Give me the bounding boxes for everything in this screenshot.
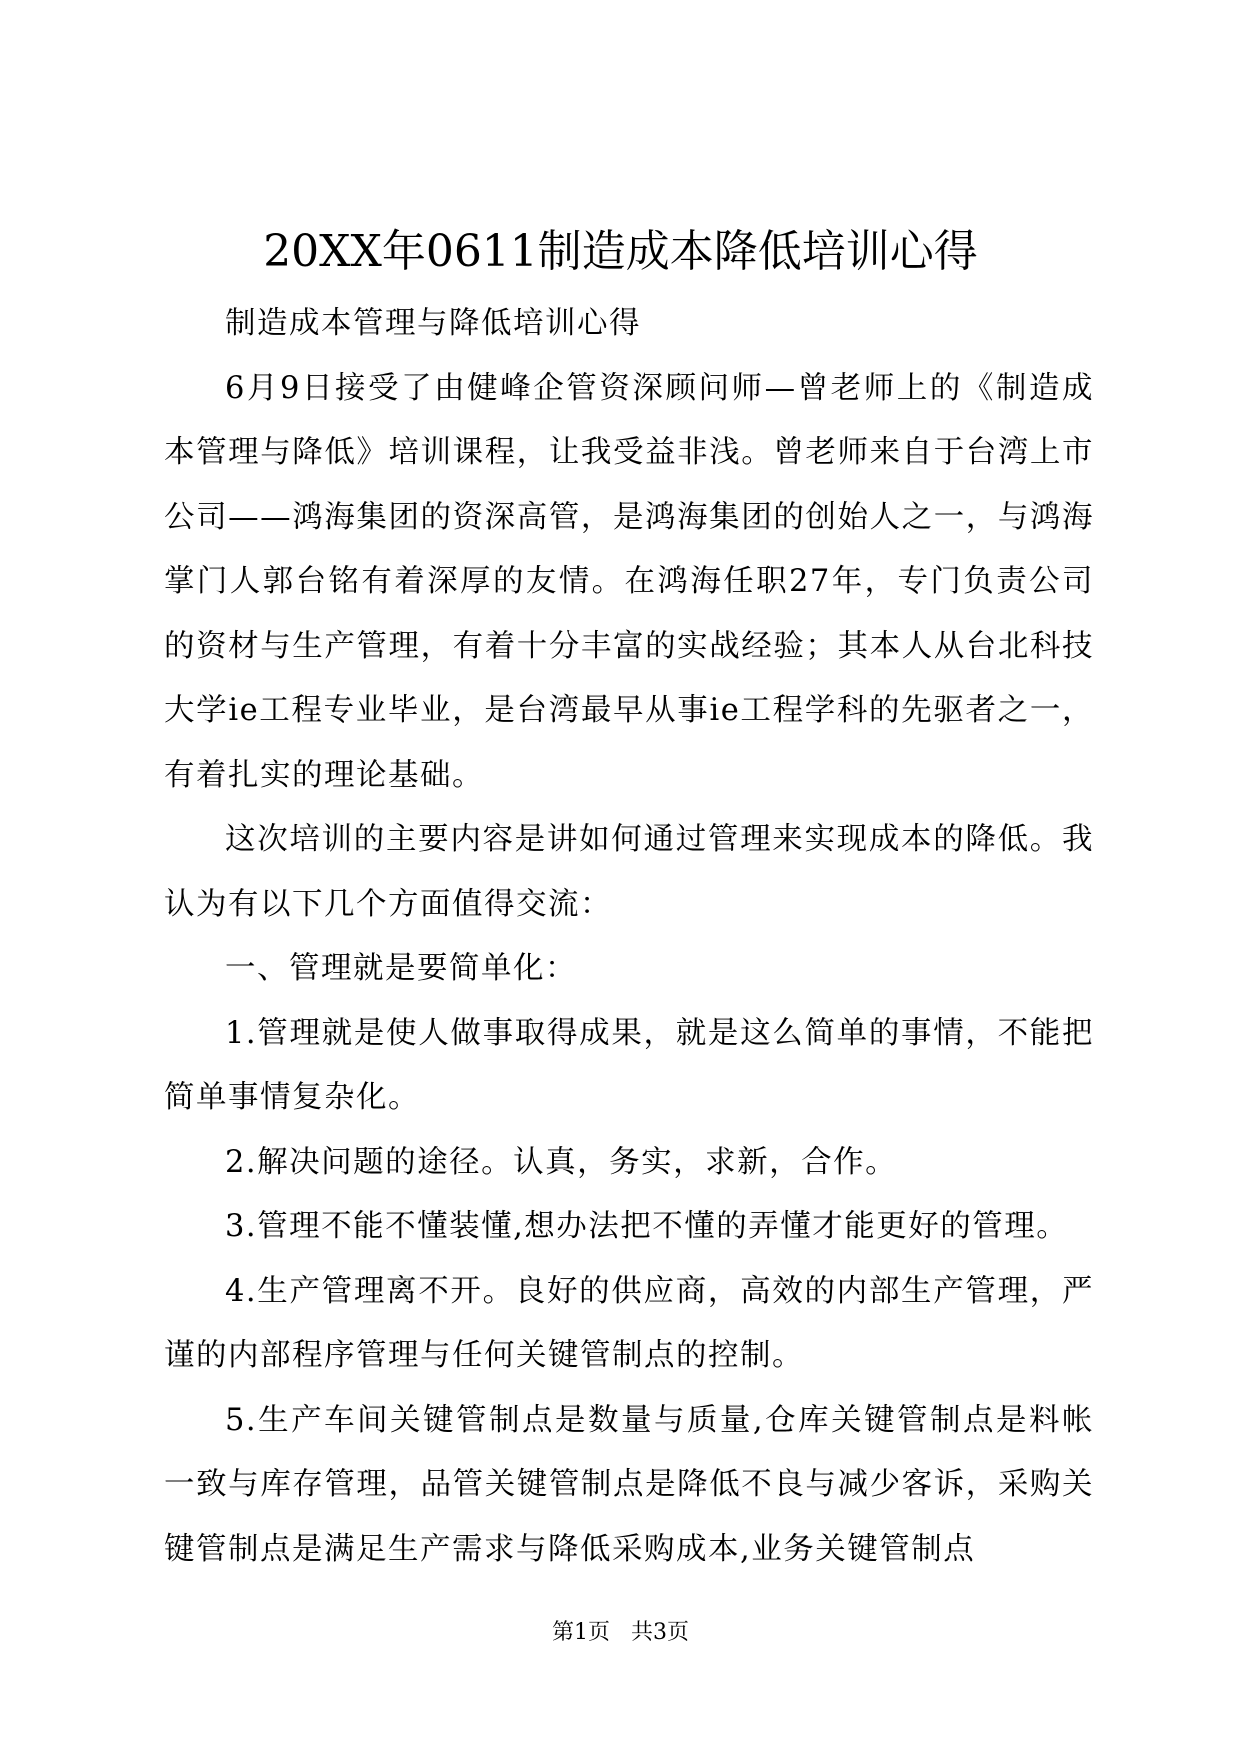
page-footer bbox=[0, 1618, 1241, 1648]
paragraph-list-item: 2.解决问题的途径。认真，务实，求新，合作。 bbox=[225, 1144, 898, 1180]
paragraph-list-item: 1.管理就是使人做事取得成果，就是这么简单的事情，不能把简单事情复杂化。 bbox=[164, 1015, 1094, 1115]
paragraph-subtitle: 制造成本管理与降低培训心得 bbox=[225, 306, 641, 341]
page-number: 第1页 bbox=[552, 1620, 610, 1645]
paragraph: 这次培训的主要内容是讲如何通过管理来实现成本的降低。我认为有以下几个方面值得交流： bbox=[164, 822, 1094, 922]
document-title: 20XX年0611制造成本降低培训心得 bbox=[263, 226, 978, 277]
paragraph-list-item: 4.生产管理离不开。良好的供应商，高效的内部生产管理，严谨的内部程序管理与任何关键管制点的控制。 bbox=[164, 1273, 1094, 1373]
paragraph: 6月9日接受了由健峰企管资深顾问师—曾老师上的《制造成本管理与降低》培训课程，让我受益非浅。曾老师来自于台湾上市公司——鸿海集团的资深高管，是鸿海集团的创始人之一，与鸿海掌门人郭台铭有着深厚的友情。在鸿海任职27年，专门负责公司的资材与生产管理，有着十分丰富的实战经验；其本人从台北科技大学ie工程专业毕业，是台湾最早从事ie工程学科的先驱者之一，有着扎实的理论基础。 bbox=[164, 370, 1094, 793]
page-total: 共3页 bbox=[631, 1620, 689, 1645]
paragraph-list-item: 5.生产车间关键管制点是数量与质量,仓库关键管制点是料帐一致与库存管理，品管关键管制点是降低不良与减少客诉，采购关键管制点是满足生产需求与降低采购成本,业务关键管制点 bbox=[164, 1402, 1094, 1567]
document-body bbox=[164, 292, 1094, 1582]
paragraph-section-heading: 一、管理就是要简单化： bbox=[225, 951, 577, 986]
paragraph-list-item: 3.管理不能不懂装懂,想办法把不懂的弄懂才能更好的管理。 bbox=[225, 1209, 1069, 1244]
